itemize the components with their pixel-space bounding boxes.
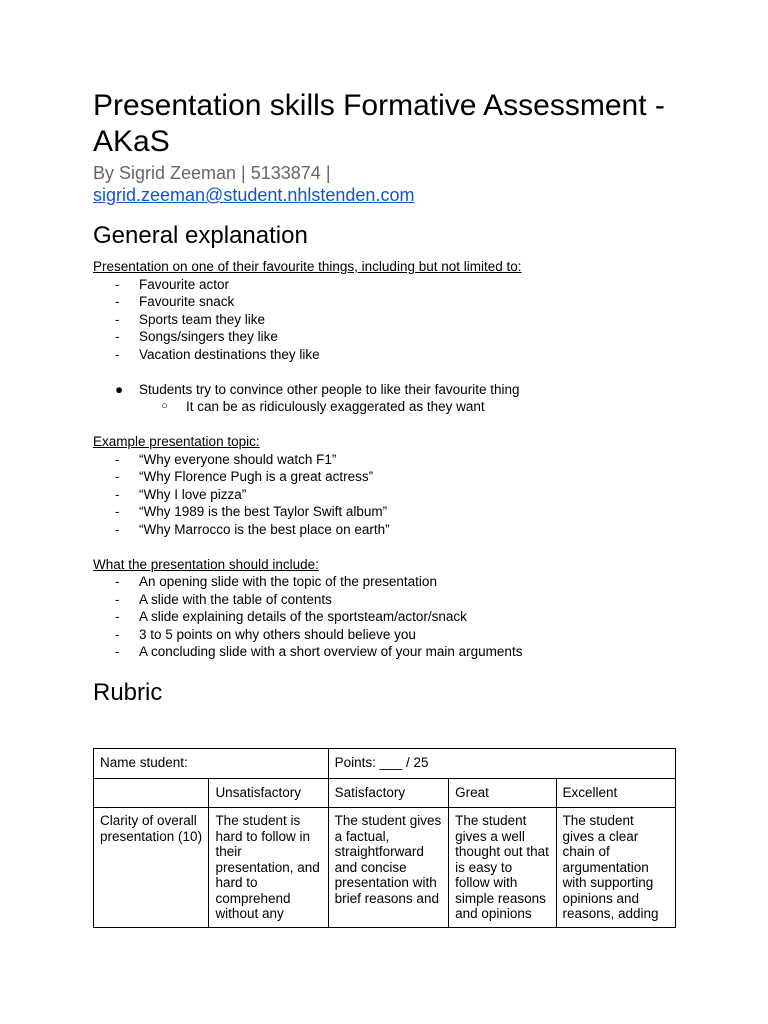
document-title: Presentation skills Formative Assessment - AKaS bbox=[93, 89, 665, 158]
list-item: - 3 to 5 points on why others should believe you bbox=[93, 626, 683, 644]
circle-bullet-icon: ○ bbox=[161, 400, 168, 412]
description-text: The student is hard to follow in their presentation, and hard to comprehend without any bbox=[215, 813, 320, 921]
table-row bbox=[94, 749, 676, 779]
rubric-heading: Rubric bbox=[93, 678, 163, 706]
level-header-cell: Excellent bbox=[556, 779, 676, 808]
list-item: - “Why 1989 is the best Taylor Swift album” bbox=[93, 503, 683, 521]
list-item: - “Why everyone should watch F1” bbox=[93, 451, 683, 469]
list-item: - Favourite snack bbox=[93, 293, 683, 311]
list-item: - A slide with the table of contents bbox=[93, 591, 683, 609]
list-item: - “Why Florence Pugh is a great actress” bbox=[93, 468, 683, 486]
example-heading: Example presentation topic: bbox=[93, 434, 260, 449]
list-item: - “Why I love pizza” bbox=[93, 486, 683, 504]
name-student-cell: Name student: bbox=[94, 749, 329, 779]
list-item bbox=[93, 398, 683, 416]
description-cell bbox=[449, 808, 556, 928]
list-item: - A concluding slide with a short overview of your main arguments bbox=[93, 643, 683, 661]
bullet-text: Students try to convince other people to like their favourite thing bbox=[139, 381, 520, 397]
sub-bullet-text: It can be as ridiculously exaggerated as they want bbox=[186, 399, 485, 414]
points-cell: Points: ___ / 25 bbox=[328, 749, 675, 779]
list-item: - An opening slide with the topic of the presentation bbox=[93, 573, 683, 591]
empty-header-cell bbox=[94, 779, 209, 808]
list-item: - Vacation destinations they like bbox=[93, 346, 683, 364]
list-item: - A slide explaining details of the sportsteam/actor/snack bbox=[93, 608, 683, 626]
description-cell bbox=[556, 808, 676, 928]
criterion-text: Clarity of overall presentation (10) bbox=[100, 813, 203, 844]
rubric-table bbox=[93, 748, 676, 928]
table-row bbox=[94, 808, 676, 928]
level-header-cell: Satisfactory bbox=[328, 779, 448, 808]
description-text: The student gives a well thought out that is easy to follow with simple reasons and opinions bbox=[455, 813, 549, 921]
author-info: By Sigrid Zeeman | 5133874 | bbox=[93, 163, 331, 183]
include-heading: What the presentation should include: bbox=[93, 556, 319, 572]
examples-list bbox=[93, 451, 683, 539]
level-header-cell: Great bbox=[449, 779, 556, 808]
description-cell bbox=[328, 808, 448, 928]
bullet-list bbox=[93, 381, 683, 399]
description-text: The student gives a clear chain of argumentation with supporting opinions and reasons, adding bbox=[562, 813, 659, 921]
criterion-cell bbox=[94, 808, 209, 928]
list-item bbox=[93, 381, 683, 399]
level-header-cell: Unsatisfactory bbox=[209, 779, 328, 808]
author-byline bbox=[93, 162, 683, 206]
list-item: - Favourite actor bbox=[93, 276, 683, 294]
document-page bbox=[93, 88, 683, 707]
list-item: - Songs/singers they like bbox=[93, 328, 683, 346]
general-explanation-heading: General explanation bbox=[93, 222, 308, 249]
description-text: The student gives a factual, straightforward and concise presentation with brief reasons and bbox=[334, 813, 442, 906]
list-item: - Sports team they like bbox=[93, 311, 683, 329]
include-list bbox=[93, 573, 683, 661]
description-cell bbox=[209, 808, 328, 928]
intro-text: Presentation on one of their favourite things, including but not limited to: bbox=[93, 259, 522, 274]
table-row bbox=[94, 779, 676, 808]
list-item: - “Why Marrocco is the best place on earth” bbox=[93, 521, 683, 539]
author-email-link[interactable]: sigrid.zeeman@student.nhlstenden.com bbox=[93, 185, 415, 205]
favourites-list bbox=[93, 276, 683, 364]
sub-bullet-list bbox=[93, 398, 683, 416]
bullet-icon: ● bbox=[115, 381, 124, 397]
